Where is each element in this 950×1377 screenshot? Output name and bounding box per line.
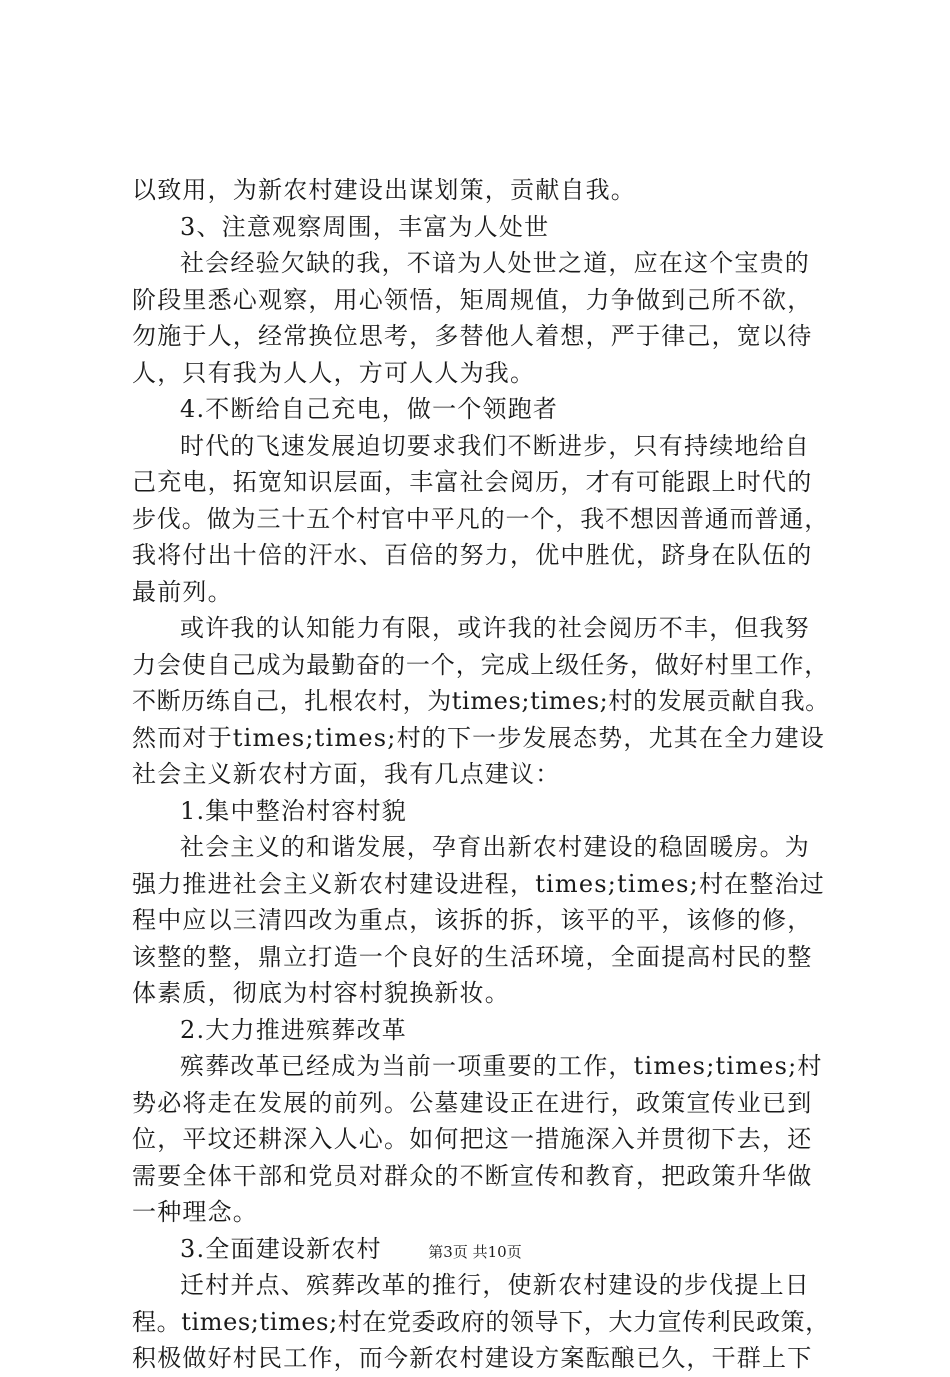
text-line: 社会主义新农村方面，我有几点建议： [132,760,561,788]
text-line: 4.不断给自己充电，做一个领跑者 [180,395,559,423]
text-line: 殡葬改革已经成为当前一项重要的工作，times;times;村 [180,1052,823,1080]
text-line: 勿施于人，经常换位思考，多替他人着想，严于律己，宽以待 [132,322,813,350]
text-line: 力会使自己成为最勤奋的一个，完成上级任务，做好村里工作， [132,650,830,679]
document-body [132,172,832,1377]
text-line: 社会经验欠缺的我，不谙为人处世之道，应在这个宝贵的 [180,249,810,277]
text-line: 1.集中整治村容村貌 [180,796,407,825]
text-line: 需要全体干部和党员对群众的不断宣传和教育，把政策升华做 [132,1161,813,1190]
text-line: 社会主义的和谐发展，孕育出新农村建设的稳固暖房。为 [180,833,810,861]
text-line: 时代的飞速发展迫切要求我们不断进步，只有持续地给自 [180,431,810,460]
text-line: 迁村并点、殡葬改革的推行，使新农村建设的步伐提上日 [180,1271,810,1299]
text-line: 阶段里悉心观察，用心领悟，矩周规值，力争做到己所不欲， [132,285,813,314]
text-line: 己充电，拓宽知识层面，丰富社会阅历，才有可能跟上时代的 [132,468,813,496]
text-line: 人，只有我为人人，方可人人为我。 [132,358,536,387]
text-line: 2.大力推进殡葬改革 [180,1015,407,1044]
text-line: 程中应以三清四改为重点，该拆的拆，该平的平，该修的修， [132,906,813,934]
text-line: 3.全面建设新农村 [180,1234,382,1263]
text-line: 程。times;times;村在党委政府的领导下，大力宣传利民政策， [132,1307,830,1336]
text-line: 体素质，彻底为村容村貌换新妆。 [132,979,510,1007]
text-line: 最前列。 [132,577,233,606]
text-line: 强力推进社会主义新农村建设进程，times;times;村在整治过 [132,869,825,898]
text-line: 积极做好村民工作，而今新农村建设方案酝酿已久，干群上下 [132,1344,813,1372]
text-line: 不断历练自己，扎根农村，为times;times;村的发展贡献自我。 [132,687,830,715]
text-line: 该整的整，鼎立打造一个良好的生活环境，全面提高村民的整 [132,942,813,971]
text-line: 以致用，为新农村建设出谋划策，贡献自我。 [132,176,636,204]
text-line: 我将付出十倍的汗水、百倍的努力，优中胜优，跻身在队伍的 [132,541,813,569]
text-line: 位，平坟还耕深入人心。如何把这一措施深入并贯彻下去，还 [132,1125,813,1153]
text-line: 3、注意观察周围，丰富为人处世 [180,212,550,241]
text-line: 一种理念。 [132,1198,258,1226]
text-line: 势必将走在发展的前列。公墓建设正在进行，政策宣传业已到 [132,1088,813,1117]
text-line: 或许我的认知能力有限，或许我的社会阅历不丰，但我努 [180,614,810,642]
text-line: 步伐。做为三十五个村官中平凡的一个，我不想因普通而普通， [132,504,830,533]
text-line: 然而对于times;times;村的下一步发展态势，尤其在全力建设 [132,723,825,752]
page-footer [0,1242,950,1262]
page-number: 第3页 共10页 [428,1243,522,1261]
